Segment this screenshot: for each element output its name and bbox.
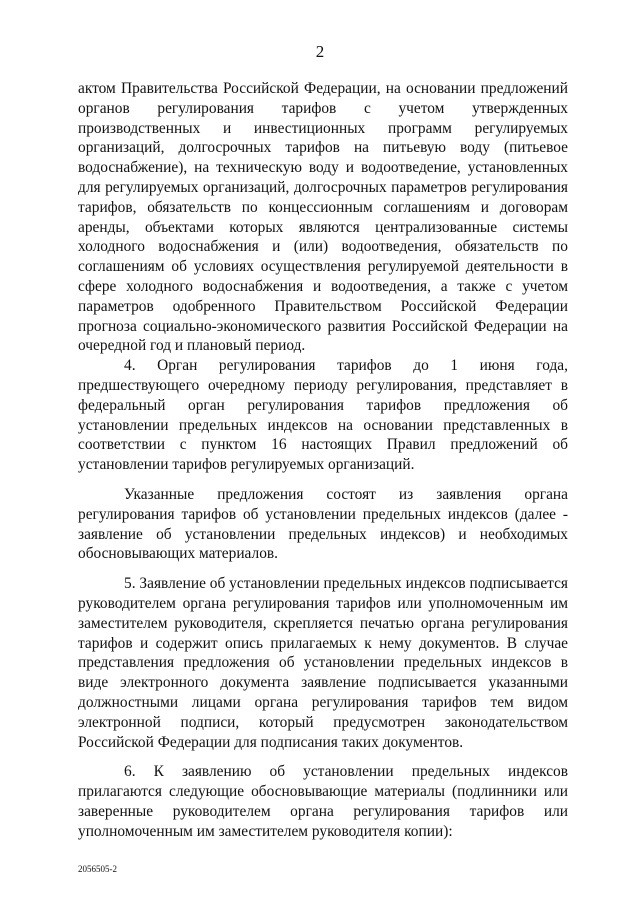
paragraph-proposals-composition: Указанные предложения состоят из заявления органа регулирования тарифов об установлении предельных индексов (далее - заявление об установлении предельных индексов) и необходимых обосновывающих материалов. xyxy=(78,485,568,563)
document-body xyxy=(78,79,568,841)
page-number: 2 xyxy=(315,42,325,61)
document-code: 2056505-2 xyxy=(78,864,117,874)
paragraph-item-4: 4. Орган регулирования тарифов до 1 июня года, предшествующего очередному периоду регулирования, представляет в федеральный орган регулирования тарифов предложения об установлении предельных индексов на основании представленных в соответствии с пунктом 16 настоящих Правил предложений об установлении тарифов регулируемых организаций. xyxy=(78,357,568,474)
paragraph-item-5: 5. Заявление об установлении предельных индексов подписывается руководителем органа регулирования тарифов или уполномоченным им заместителем руководителя, скрепляется печатью органа регулирования тарифов и содержит опись прилагаемых к нему документов. В случае представления предложения об установлении предельных индексов в виде электронного документа заявление подписывается указанными должностными лицами органа регулирования тарифов тем видом электронной подписи, который предусмотрен законодательством Российской Федерации для подписания таких документов. xyxy=(78,575,568,751)
paragraph-item-6: 6. К заявлению об установлении предельных индексов прилагаются следующие обосновывающие материалы (подлинники или заверенные руководителем органа регулирования тарифов или уполномоченным им заместителем руководителя копии): xyxy=(78,763,568,840)
paragraph-continuation: актом Правительства Российской Федерации, на основании предложений органов регулирования тарифов с учетом утвержденных производственных и инвестиционных программ регулируемых организаций, долгосрочных тарифов на питьевую воду (питьевое водоснабжение), на техническую воду и водоотведение, установленных для регулируемых организаций, долгосрочных параметров регулирования тарифов, обязательств по концессионным соглашениям и договорам аренды, объектами которых являются централизованные системы холодного водоснабжения и (или) водоотведения, обязательств по соглашениям об условиях осуществления регулируемой деятельности в сфере холодного водоснабжения и водоотведения, а также с учетом параметров одобренного Правительством Российской Федерации прогноза социально-экономического развития Российской Федерации на очередной год и плановый период. xyxy=(78,80,568,355)
